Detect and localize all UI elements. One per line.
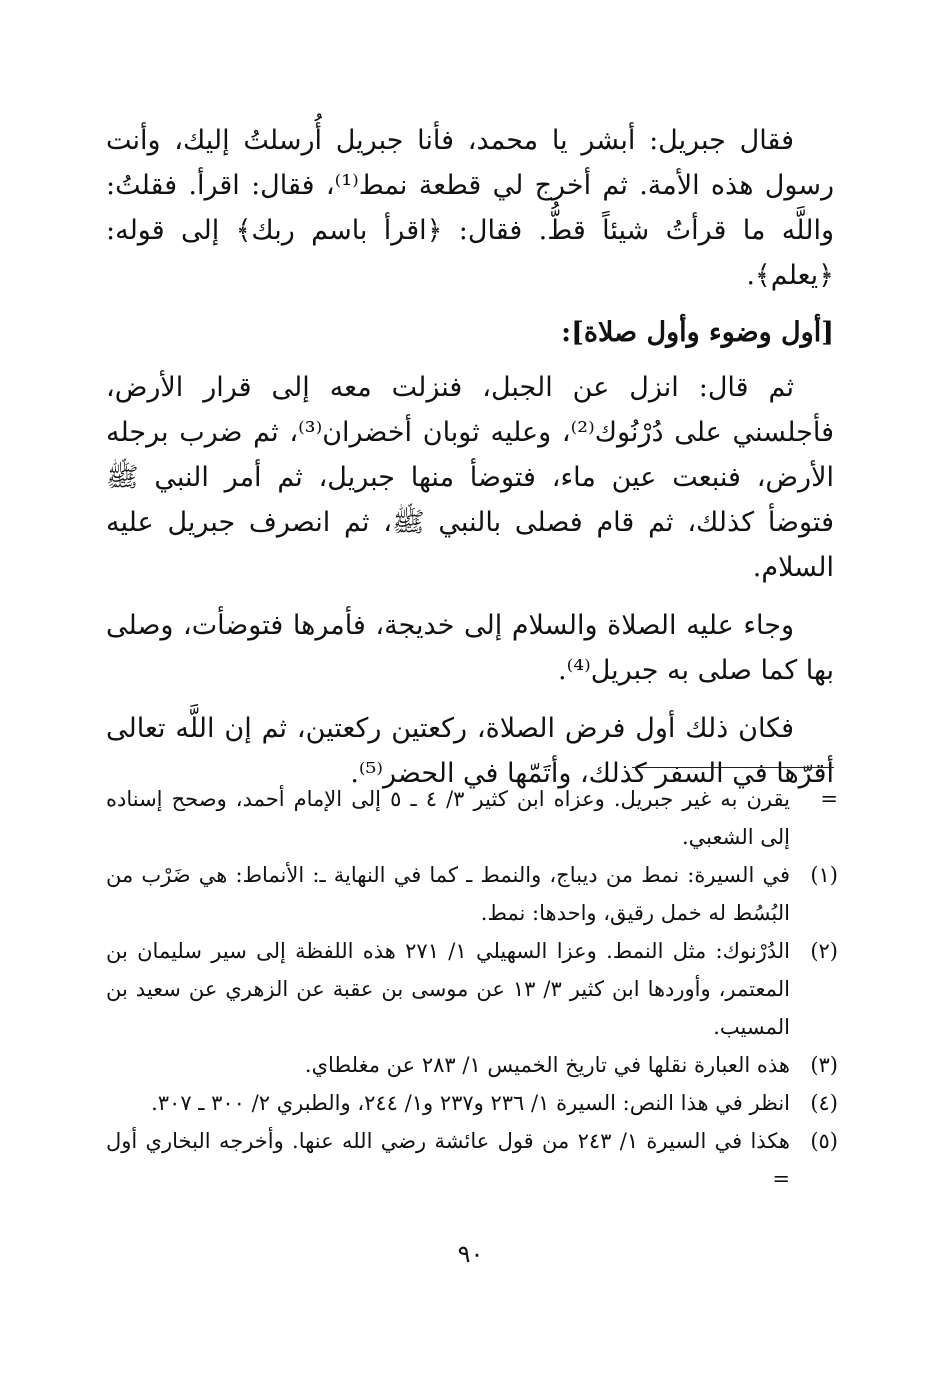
footnote-marker: = bbox=[820, 787, 838, 811]
footnote-3 bbox=[106, 1046, 838, 1084]
footnote-marker: (٣) bbox=[810, 1053, 838, 1077]
footnote-text: هذه العبارة نقلها في تاريخ الخميس ١/ ٢٨٣ عن مغلطاي. bbox=[304, 1053, 790, 1077]
footnote-marker: (٥) bbox=[810, 1129, 838, 1153]
footnote-text: هكذا في السيرة ١/ ٢٤٣ من قول عائشة رضي الله عنها. وأخرجه البخاري أول = bbox=[106, 1129, 790, 1191]
footnote-text: انظر في هذا النص: السيرة ١/ ٢٣٦ و٢٣٧ و١/ ٢٤٤، والطبري ٢/ ٣٠٠ ـ ٣٠٧. bbox=[151, 1091, 790, 1115]
footnote-4 bbox=[106, 1084, 838, 1122]
footnote-divider bbox=[632, 767, 834, 768]
paragraph-4: فكان ذلك أول فرض الصلاة، ركعتين ركعتين، ثم إن اللَّه تعالى أقرّها في السفر كذلك، وأتَمّها في الحضر⁽⁵⁾. bbox=[106, 713, 834, 789]
footnote-text: الدُرْنوك: مثل النمط. وعزا السهيلي ١/ ٢٧١ هذه اللفظة إلى سير سليمان بن المعتمر، وأوردها ابن كثير ٣/ ١٣ عن موسى بن عقبة عن الزهري عن سعيد بن المسيب. bbox=[106, 939, 790, 1039]
main-text bbox=[106, 118, 834, 796]
footnote-2 bbox=[106, 932, 838, 1046]
section-heading: [أول وضوء وأول صلاة]: bbox=[561, 317, 834, 348]
footnotes bbox=[106, 780, 838, 1198]
paragraph-1: فقال جبريل: أبشر يا محمد، فأنا جبريل أُرسلتُ إليك، وأنت رسول هذه الأمة. ثم أخرج لي قطعة نمط⁽¹⁾، فقال: اقرأ. فقلتُ: واللَّه ما قرأتُ شيئاً قطُّ. فقال: ﴿اقرأ باسم ربك﴾ إلى قوله: ﴿يعلم﴾. bbox=[106, 125, 834, 291]
footnote-5 bbox=[106, 1122, 838, 1198]
paragraph-3: وجاء عليه الصلاة والسلام إلى خديجة، فأمرها فتوضأت، وصلى بها كما صلى به جبريل⁽⁴⁾. bbox=[106, 610, 834, 686]
footnote-marker: (٢) bbox=[810, 939, 838, 963]
page-number: ٩٠ bbox=[457, 1240, 484, 1268]
footnote-text: في السيرة: نمط من ديباج، والنمط ـ كما في النهاية ـ: الأنماط: هي ضَرْب من البُسُط له خمل رقيق، واحدها: نمط. bbox=[106, 863, 790, 925]
paragraph-2: ثم قال: انزل عن الجبل، فنزلت معه إلى قرار الأرض، فأجلسني على دُرْنُوك⁽²⁾، وعليه ثوبان أخضران⁽³⁾، ثم ضرب برجله الأرض، فنبعت عين ماء، فتوضأ منها جبريل، ثم أمر النبي ﷺ فتوضأ كذلك، ثم قام فصلى بالنبي ﷺ، ثم انصرف جبريل عليه السلام. bbox=[106, 372, 834, 583]
footnote-1 bbox=[106, 856, 838, 932]
footnote-continued bbox=[106, 780, 838, 856]
footnote-marker: (٤) bbox=[810, 1091, 838, 1115]
footnote-text: يقرن به غير جبريل. وعزاه ابن كثير ٣/ ٤ ـ ٥ إلى الإمام أحمد، وصحح إسناده إلى الشعبي. bbox=[106, 787, 790, 849]
footnote-marker: (١) bbox=[810, 863, 838, 887]
